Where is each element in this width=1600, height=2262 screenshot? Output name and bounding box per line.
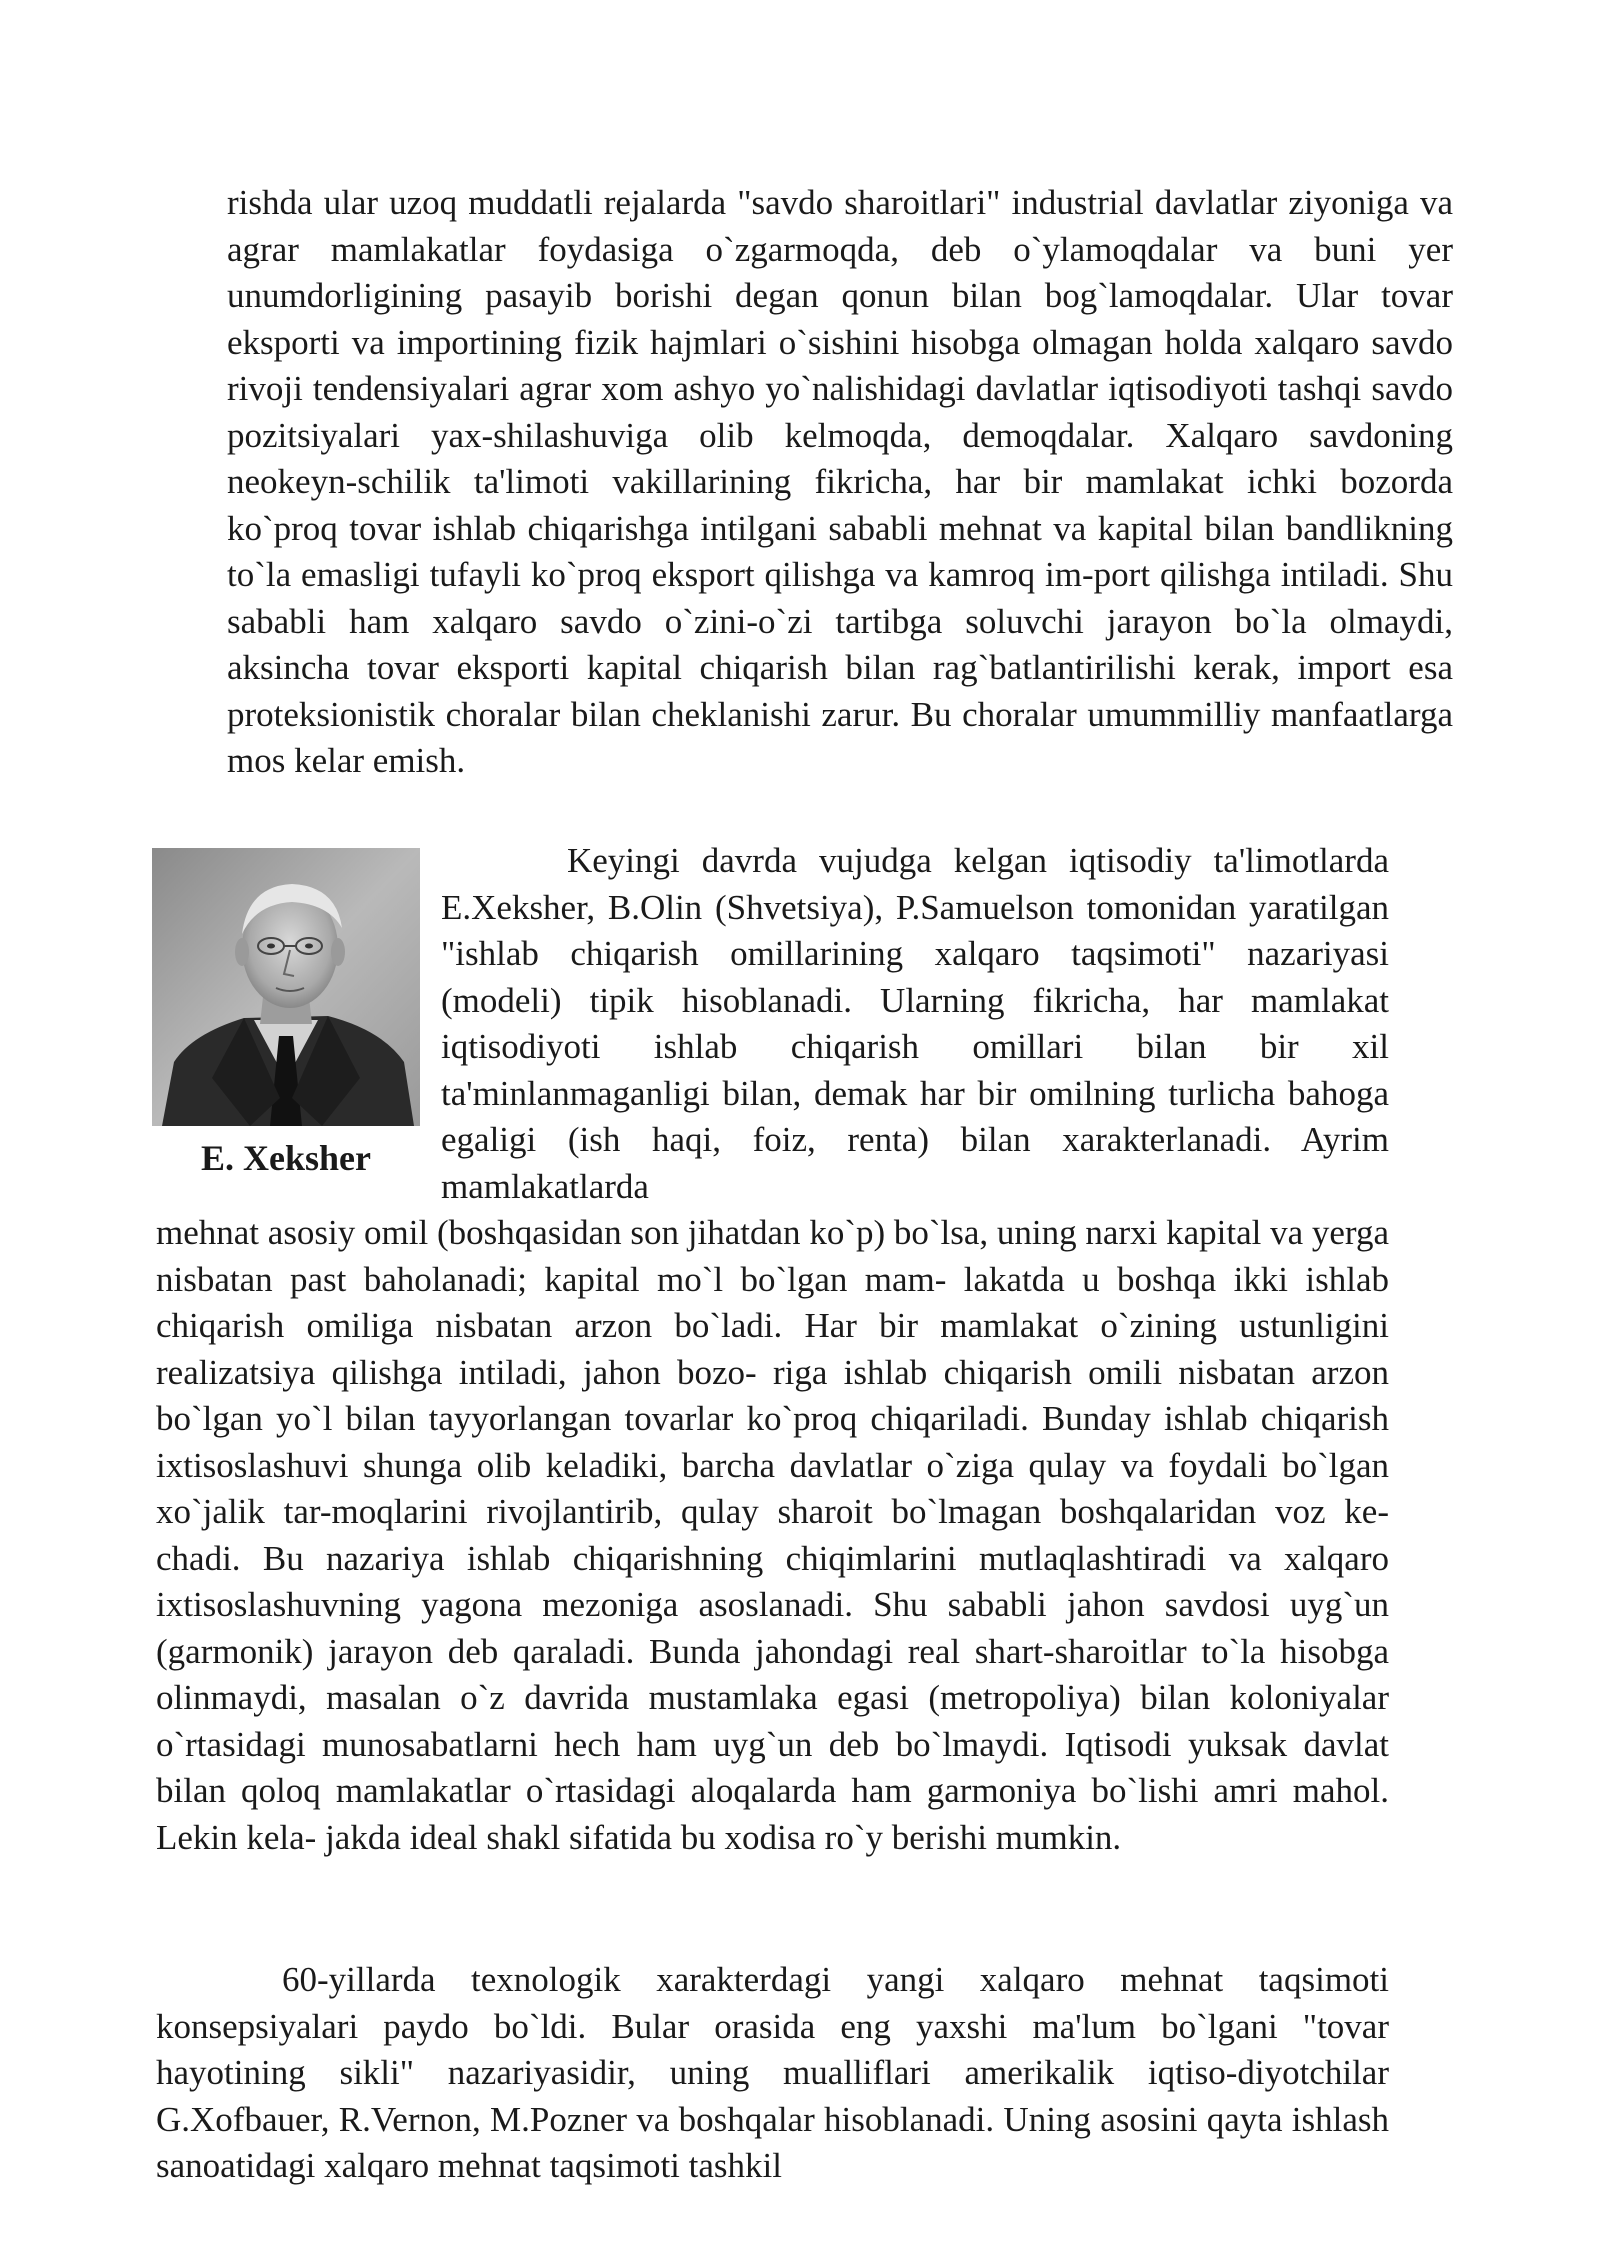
portrait-photo [152, 848, 420, 1126]
paragraph-1: rishda ular uzoq muddatli rejalarda "savdo sharoitlari" industrial davlatlar ziyoniga va agrar mamlakatlar foydasiga o`zgarmoqda, deb o`ylamoqdalar va buni yer unumdorligining pasayib borishi degan qonun bilan bog`lamoqdalar. Ular tovar eksporti va importining fizik hajmlari o`sishini hisobga olmagan holda xalqaro savdo rivoji tendensiyalari agrar xom ashyo yo`nalishidagi davlatlar iqtisodiyoti tashqi savdo pozitsiyalari yax-shilashuviga olib kelmoqda, demoqdalar. Xalqaro savdoning neokeyn-schilik ta'limoti vakillarining fikricha, har bir mamlakat ichki bozorda ko`proq tovar ishlab chiqarishga intilgani sababli mehnat va kapital bilan bandlikning to`la emasligi tufayli ko`proq eksport qilishga va kamroq im-port qilishga intiladi. Shu sababli ham xalqaro savdo o`zini-o`zi tartibga soluvchi jarayon bo`la olmaydi, aksincha tovar eksporti kapital chiqarish bilan rag`batlantirilishi kerak, import esa proteksionistik choralar bilan cheklanishi zarur. Bu choralar umummilliy manfaatlarga mos kelar emish. [227, 183, 1453, 780]
paragraph-3: mehnat asosiy omil (boshqasidan son jihatdan ko`p) bo`lsa, uning narxi kapital va yerga nisbatan past baholanadi; kapital mo`l bo`lgan mam- lakatda u boshqa ikki ishlab chiqarish omiliga nisbatan arzon bo`ladi. Har bir mamlakat o`zining ustunligini realizatsiya qilishga intiladi, jahon bozo- riga ishlab chiqarish omili nisbatan arzon bo`lgan yo`l bilan tayyorlangan tovarlar ko`proq chiqariladi. Bunday ishlab chiqarish ixtisoslashuvi shunga olib keladiki, barcha davlatlar o`ziga qulay va foydali bo`lgan xo`jalik tar-moqlarini rivojlantirib, qulay sharoit bo`lmagan boshqalaridan voz ke-chadi. Bu nazariya ishlab chiqarishning chiqimlarini mutlaqlashtiradi va xalqaro ixtisoslashuvning yagona mezoniga asoslanadi. Shu sababli jahon savdosi uyg`un (garmonik) jarayon deb qaraladi. Bunda jahondagi real shart-sharoitlar to`la hisobga olinmaydi, masalan o`z davrida mustamlaka egasi (metropoliya) bilan koloniyalar o`rtasidagi munosabatlarni hech ham uyg`un deb bo`lmaydi. Iqtisodi yuksak davlat bilan qoloq mamlakatlar o`rtasidagi aloqalarda ham garmoniya bo`lishi amri mahol. Lekin kela- jakda ideal shakl sifatida bu xodisa ro`y berishi mumkin. [156, 1213, 1389, 1857]
paragraph-4: 60-yillarda texnologik xarakterdagi yangi xalqaro mehnat taqsimoti konsepsiyalari paydo bo`ldi. Bular orasida eng yaxshi ma'lum bo`lgani "tovar hayotining sikli" nazariyasidir, uning mualliflari amerikalik iqtiso-diyotchilar G.Xofbauer, R.Vernon, M.Pozner va boshqalar hisoblanadi. Uning asosini qayta ishlash sanoatidagi xalqaro mehnat taqsimoti tashkil [156, 1960, 1389, 2185]
paragraph-2: Keyingi davrda vujudga kelgan iqtisodiy ta'limotlarda E.Xeksher, B.Olin (Shvetsiya), P.Samuelson tomonidan yaratilgan "ishlab chiqarish omillarining xalqaro taqsimoti" nazariyasi (modeli) tipik hisoblanadi. Ularning fikricha, har mamlakat iqtisodiyoti ishlab chiqarish omillari bilan bir xil ta'minlanmaganligi bilan, demak har bir omilning turlicha bahoga egaligi (ish haqi, foiz, renta) bilan xarakterlanadi. Ayrim mamlakatlarda [441, 841, 1389, 1206]
portrait-figure [152, 848, 420, 1126]
portrait-caption: E. Xeksher [201, 1138, 371, 1178]
